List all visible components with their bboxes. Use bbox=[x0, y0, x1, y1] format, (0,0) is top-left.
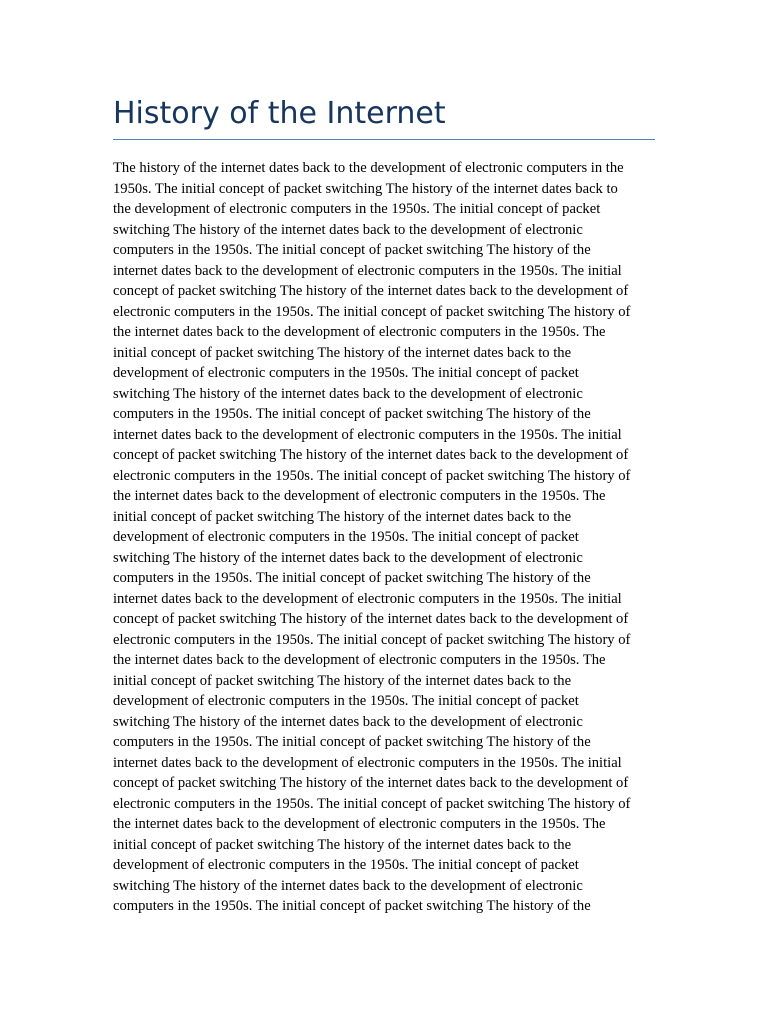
body-text-line: concept of packet switching The history of the internet dates back to the development of bbox=[113, 283, 629, 299]
body-text-line: development of electronic computers in the 1950s. The initial concept of packet bbox=[113, 693, 579, 709]
body-text-line: the internet dates back to the development of electronic computers in the 1950s. The bbox=[113, 652, 606, 668]
title-underline-rule bbox=[113, 139, 655, 140]
body-text-line: computers in the 1950s. The initial concept of packet switching The history of the bbox=[113, 570, 591, 586]
body-paragraph bbox=[113, 158, 658, 917]
body-text-line: switching The history of the internet dates back to the development of electronic bbox=[113, 877, 583, 894]
body-text-line: the internet dates back to the development of electronic computers in the 1950s. The bbox=[113, 488, 606, 504]
body-text-line: electronic computers in the 1950s. The initial concept of packet switching The history of bbox=[113, 303, 631, 320]
body-text-line: switching The history of the internet dates back to the development of electronic bbox=[113, 549, 583, 566]
body-text-line: computers in the 1950s. The initial concept of packet switching The history of the bbox=[113, 242, 591, 258]
body-text-line: initial concept of packet switching The history of the internet dates back to the bbox=[113, 672, 572, 689]
body-text-line: development of electronic computers in the 1950s. The initial concept of packet bbox=[113, 365, 579, 381]
document-title: History of the Internet bbox=[113, 96, 446, 131]
body-text-line: initial concept of packet switching The history of the internet dates back to the bbox=[113, 508, 572, 525]
body-text-line: the internet dates back to the development of electronic computers in the 1950s. The bbox=[113, 324, 606, 340]
body-text-line: switching The history of the internet dates back to the development of electronic bbox=[113, 713, 583, 730]
body-text-line: computers in the 1950s. The initial concept of packet switching The history of the bbox=[113, 898, 591, 914]
body-text-line: electronic computers in the 1950s. The initial concept of packet switching The history of bbox=[113, 631, 631, 648]
body-text-line: concept of packet switching The history of the internet dates back to the development of bbox=[113, 775, 629, 791]
body-text-line: concept of packet switching The history of the internet dates back to the development of bbox=[113, 611, 629, 627]
body-text-line: computers in the 1950s. The initial concept of packet switching The history of the bbox=[113, 734, 591, 750]
body-text-line: The history of the internet dates back to the development of electronic computers in the bbox=[113, 160, 624, 176]
body-text-line: switching The history of the internet dates back to the development of electronic bbox=[113, 221, 583, 238]
body-text-line: concept of packet switching The history of the internet dates back to the development of bbox=[113, 447, 629, 463]
body-text-line: initial concept of packet switching The history of the internet dates back to the bbox=[113, 836, 572, 853]
body-text-line: internet dates back to the development of electronic computers in the 1950s. The initial bbox=[113, 754, 622, 771]
body-text-line: internet dates back to the development of electronic computers in the 1950s. The initial bbox=[113, 262, 622, 279]
body-text-line: switching The history of the internet dates back to the development of electronic bbox=[113, 385, 583, 402]
body-text-line: internet dates back to the development of electronic computers in the 1950s. The initial bbox=[113, 590, 622, 607]
body-text-line: development of electronic computers in the 1950s. The initial concept of packet bbox=[113, 529, 579, 545]
body-text-line: internet dates back to the development of electronic computers in the 1950s. The initial bbox=[113, 426, 622, 443]
body-text-line: electronic computers in the 1950s. The initial concept of packet switching The history of bbox=[113, 467, 631, 484]
body-text-line: 1950s. The initial concept of packet switching The history of the internet dates back to bbox=[113, 180, 618, 197]
body-text-line: the internet dates back to the development of electronic computers in the 1950s. The bbox=[113, 816, 606, 832]
body-text-line: development of electronic computers in the 1950s. The initial concept of packet bbox=[113, 857, 579, 873]
body-text-line: the development of electronic computers in the 1950s. The initial concept of packet bbox=[113, 201, 601, 217]
body-text-line: computers in the 1950s. The initial concept of packet switching The history of the bbox=[113, 406, 591, 422]
body-text-line: electronic computers in the 1950s. The initial concept of packet switching The history of bbox=[113, 795, 631, 812]
body-text-line: initial concept of packet switching The history of the internet dates back to the bbox=[113, 344, 572, 361]
